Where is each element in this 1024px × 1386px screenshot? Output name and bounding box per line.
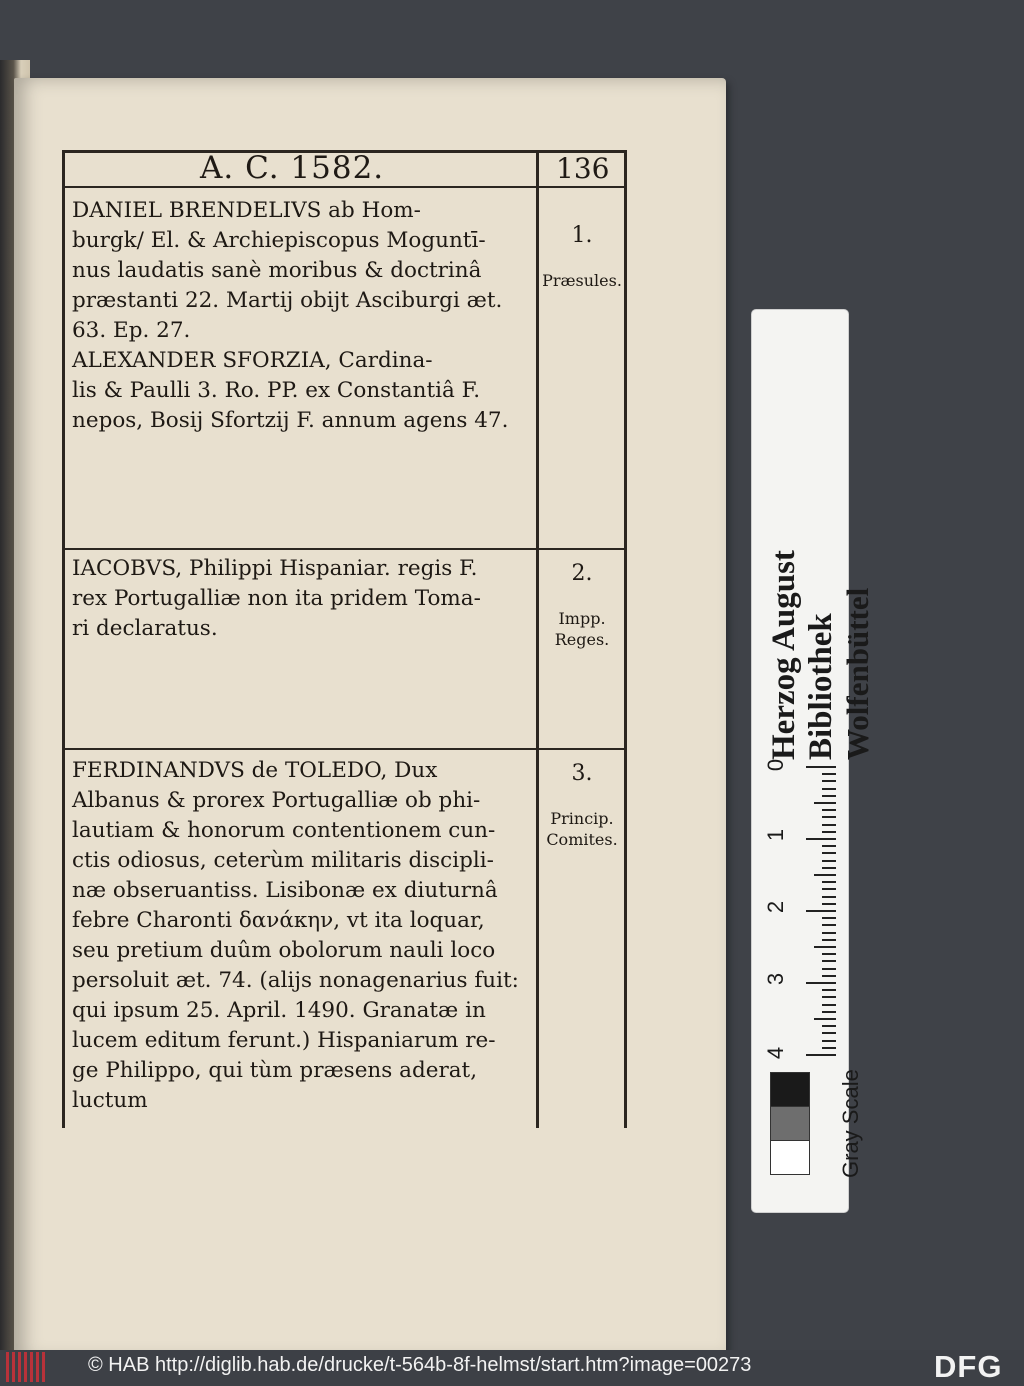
- ruler-tick: [822, 1011, 836, 1013]
- ruler-tick: [822, 788, 836, 790]
- ruler-tick: [822, 924, 836, 926]
- ruler-tick: [806, 838, 836, 840]
- ruler-number: 1: [763, 828, 789, 842]
- gray-swatch-dark: [770, 1106, 810, 1141]
- ruler-number: 4: [763, 1046, 789, 1060]
- ruler-tick: [822, 996, 836, 998]
- ruler-tick: [822, 1032, 836, 1034]
- ruler-tick: [822, 975, 836, 977]
- ruler-tick: [822, 1025, 836, 1027]
- ruler-tick: [822, 809, 836, 811]
- ruler-tick: [822, 881, 836, 883]
- entry-comites: FERDINANDVS de TOLEDO, Dux Albanus & prorex Portugalliæ ob phi- lautiam & honorum contentionem cun- ctis odiosus, ceterùm militaris discipli- næ obseruantiss. Lisibonæ ex diuturnâ febre Charonti δανάκην, vt ita loquar, seu pretium duûm obolorum nauli loco persoluit æt. 74. (alijs nonagenarius fuit: qui ipsum 25. April. 1490. Granatæ in lucem editum ferunt.) Hispaniarum re- ge Philippo, qui tùm præsens aderat, luctum: [72, 758, 519, 1113]
- margin-number: 1.: [571, 223, 593, 248]
- ruler-tick: [822, 917, 836, 919]
- margin-label: Præsules.: [542, 271, 622, 290]
- ruler-tick: [822, 824, 836, 826]
- ruler-tick: [822, 867, 836, 869]
- hab-logo-icon: [6, 1352, 46, 1382]
- ruler-tick: [814, 802, 836, 804]
- ruler-line-1: Herzog August Bibliothek: [766, 550, 839, 760]
- dfg-logo: DFG: [934, 1349, 1003, 1384]
- ruler-tick: [822, 903, 836, 905]
- ruler-tick: [806, 766, 836, 768]
- entry-presules: DANIEL BRENDELIVS ab Hom- burgk/ El. & Archiepiscopus Moguntī- nus laudatis sanè moribus & doctrinâ præstanti 22. Martij obijt Asciburgi æt. 63. Ep. 27. ALEXANDER SFORZIA, Cardina- lis & Paulli 3. Ro. PP. ex Constantiâ F. nepos, Bosij Sfortzij F. annum agens 47.: [72, 198, 509, 433]
- ruler-tick: [822, 852, 836, 854]
- running-header-title: A. C. 1582.: [200, 150, 385, 186]
- left-frame-rule: [62, 150, 65, 1128]
- ruler-tick: [822, 953, 836, 955]
- margin-note-presules: [536, 202, 628, 291]
- header-bottom-rule: [62, 186, 624, 188]
- page-number: 136: [556, 152, 610, 185]
- ruler-tick: [806, 1054, 836, 1056]
- gray-swatch-white: [770, 1140, 810, 1175]
- ruler-tick: [822, 896, 836, 898]
- ruler-library-name: [766, 502, 876, 760]
- ruler-number: 0: [763, 758, 789, 772]
- ruler-number: 2: [763, 900, 789, 914]
- margin-note-comites: [536, 740, 628, 850]
- ruler-tick: [822, 1004, 836, 1006]
- ruler-tick: [822, 939, 836, 941]
- ruler-tick: [822, 816, 836, 818]
- gray-swatch-black: [770, 1072, 810, 1107]
- margin-number: 2.: [571, 561, 593, 586]
- margin-number: 3.: [571, 761, 593, 786]
- margin-note-reges: [536, 540, 628, 650]
- ruler-tick: [822, 888, 836, 890]
- ruler-tick: [822, 968, 836, 970]
- margin-label: Princip. Comites.: [546, 809, 618, 849]
- gray-scale-label: Gray Scale: [838, 1069, 863, 1178]
- ruler-tick: [822, 960, 836, 962]
- ruler-tick: [822, 989, 836, 991]
- ruler-tick: [822, 932, 836, 934]
- ruler-tick: [822, 860, 836, 862]
- ruler-tick: [822, 845, 836, 847]
- ruler-tick: [806, 910, 836, 912]
- ruler-number: 3: [763, 972, 789, 986]
- footer-copyright-link[interactable]: © HAB http://diglib.hab.de/drucke/t-564b-8f-helmst/start.htm?image=00273: [88, 1354, 752, 1376]
- margin-label: Impp. Reges.: [554, 609, 610, 649]
- ruler-tick: [822, 1047, 836, 1049]
- entry-reges: IACOBVS, Philippi Hispaniar. regis F. rex Portugalliæ non ita pridem Toma- ri declaratus.: [72, 556, 481, 641]
- ruler-tick: [806, 982, 836, 984]
- ruler-tick: [814, 946, 836, 948]
- ruler-line-2: Wolfenbüttel: [840, 587, 875, 760]
- ruler-tick: [822, 773, 836, 775]
- ruler-tick: [822, 780, 836, 782]
- ruler-tick: [822, 795, 836, 797]
- ruler-tick: [822, 831, 836, 833]
- ruler-tick: [822, 1040, 836, 1042]
- ruler-tick: [814, 874, 836, 876]
- ruler-tick: [814, 1018, 836, 1020]
